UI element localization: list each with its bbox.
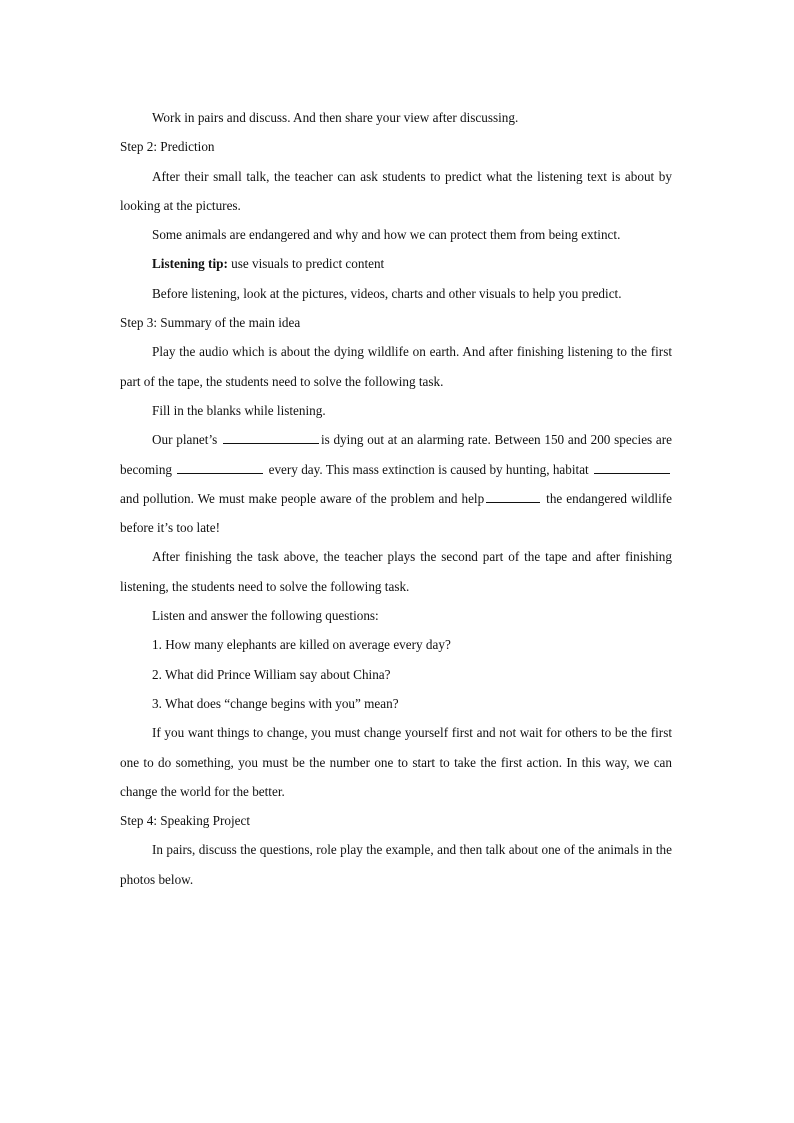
- listening-tip-text: use visuals to predict content: [227, 256, 385, 272]
- fill-instruction: Fill in the blanks while listening.: [152, 402, 326, 418]
- step3-heading: Step 3: Summary of the main idea: [120, 315, 301, 331]
- blank-1[interactable]: [223, 430, 319, 444]
- questions-intro: Listen and answer the following questions:: [152, 608, 379, 624]
- fill-text-4: and pollution. We must make people aware of the problem and help: [120, 490, 485, 506]
- speaking-project-paragraph: In pairs, discuss the questions, role play the example, and then talk about one of the animals in the photos below.: [120, 842, 672, 887]
- question-item: 1. How many elephants are killed on average every day?: [152, 637, 451, 653]
- blank-2[interactable]: [177, 460, 263, 474]
- endangered-paragraph: Some animals are endangered and why and how we can protect them from being extinct.: [152, 227, 621, 243]
- fill-text-3: every day. This mass extinction is caused by hunting, habitat: [265, 461, 593, 477]
- fill-text-1: Our planet’s: [152, 432, 221, 448]
- listening-tip-label: Listening tip:: [152, 256, 228, 272]
- blank-4[interactable]: [486, 489, 540, 503]
- listening-tip: [120, 249, 672, 278]
- fill-in-blanks-paragraph: [120, 425, 672, 542]
- question-item: 2. What did Prince William say about China?: [152, 666, 391, 682]
- step2-heading: Step 2: Prediction: [120, 139, 215, 155]
- tip-paragraph: Before listening, look at the pictures, videos, charts and other visuals to help you predict.: [152, 285, 622, 301]
- answer-paragraph: If you want things to change, you must change yourself first and not wait for others to be the first one to do something, you must be the number one to start to take the first action. In this way, we can change the world for the better.: [120, 725, 672, 799]
- prediction-paragraph: After their small talk, the teacher can ask students to predict what the listening text is about by looking at the pictures.: [120, 168, 672, 213]
- fill-text-5: the endangered wildlife before it’s too late!: [120, 490, 672, 536]
- audio-paragraph: Play the audio which is about the dying wildlife on earth. And after finishing listening to the first part of the tape, the students need to solve the following task.: [120, 344, 672, 389]
- second-part-paragraph: After finishing the task above, the teacher plays the second part of the tape and after finishing listening, the students need to solve the following task.: [120, 549, 672, 594]
- pair-discuss-text: Work in pairs and discuss. And then share your view after discussing.: [152, 110, 519, 125]
- step4-heading: Step 4: Speaking Project: [120, 813, 251, 829]
- question-item: 3. What does “change begins with you” mean?: [152, 695, 399, 711]
- lesson-content: [120, 103, 672, 894]
- fill-text-2: is dying out at an alarming rate. Between 150 and 200 species are becoming: [120, 432, 672, 477]
- blank-3[interactable]: [594, 460, 670, 474]
